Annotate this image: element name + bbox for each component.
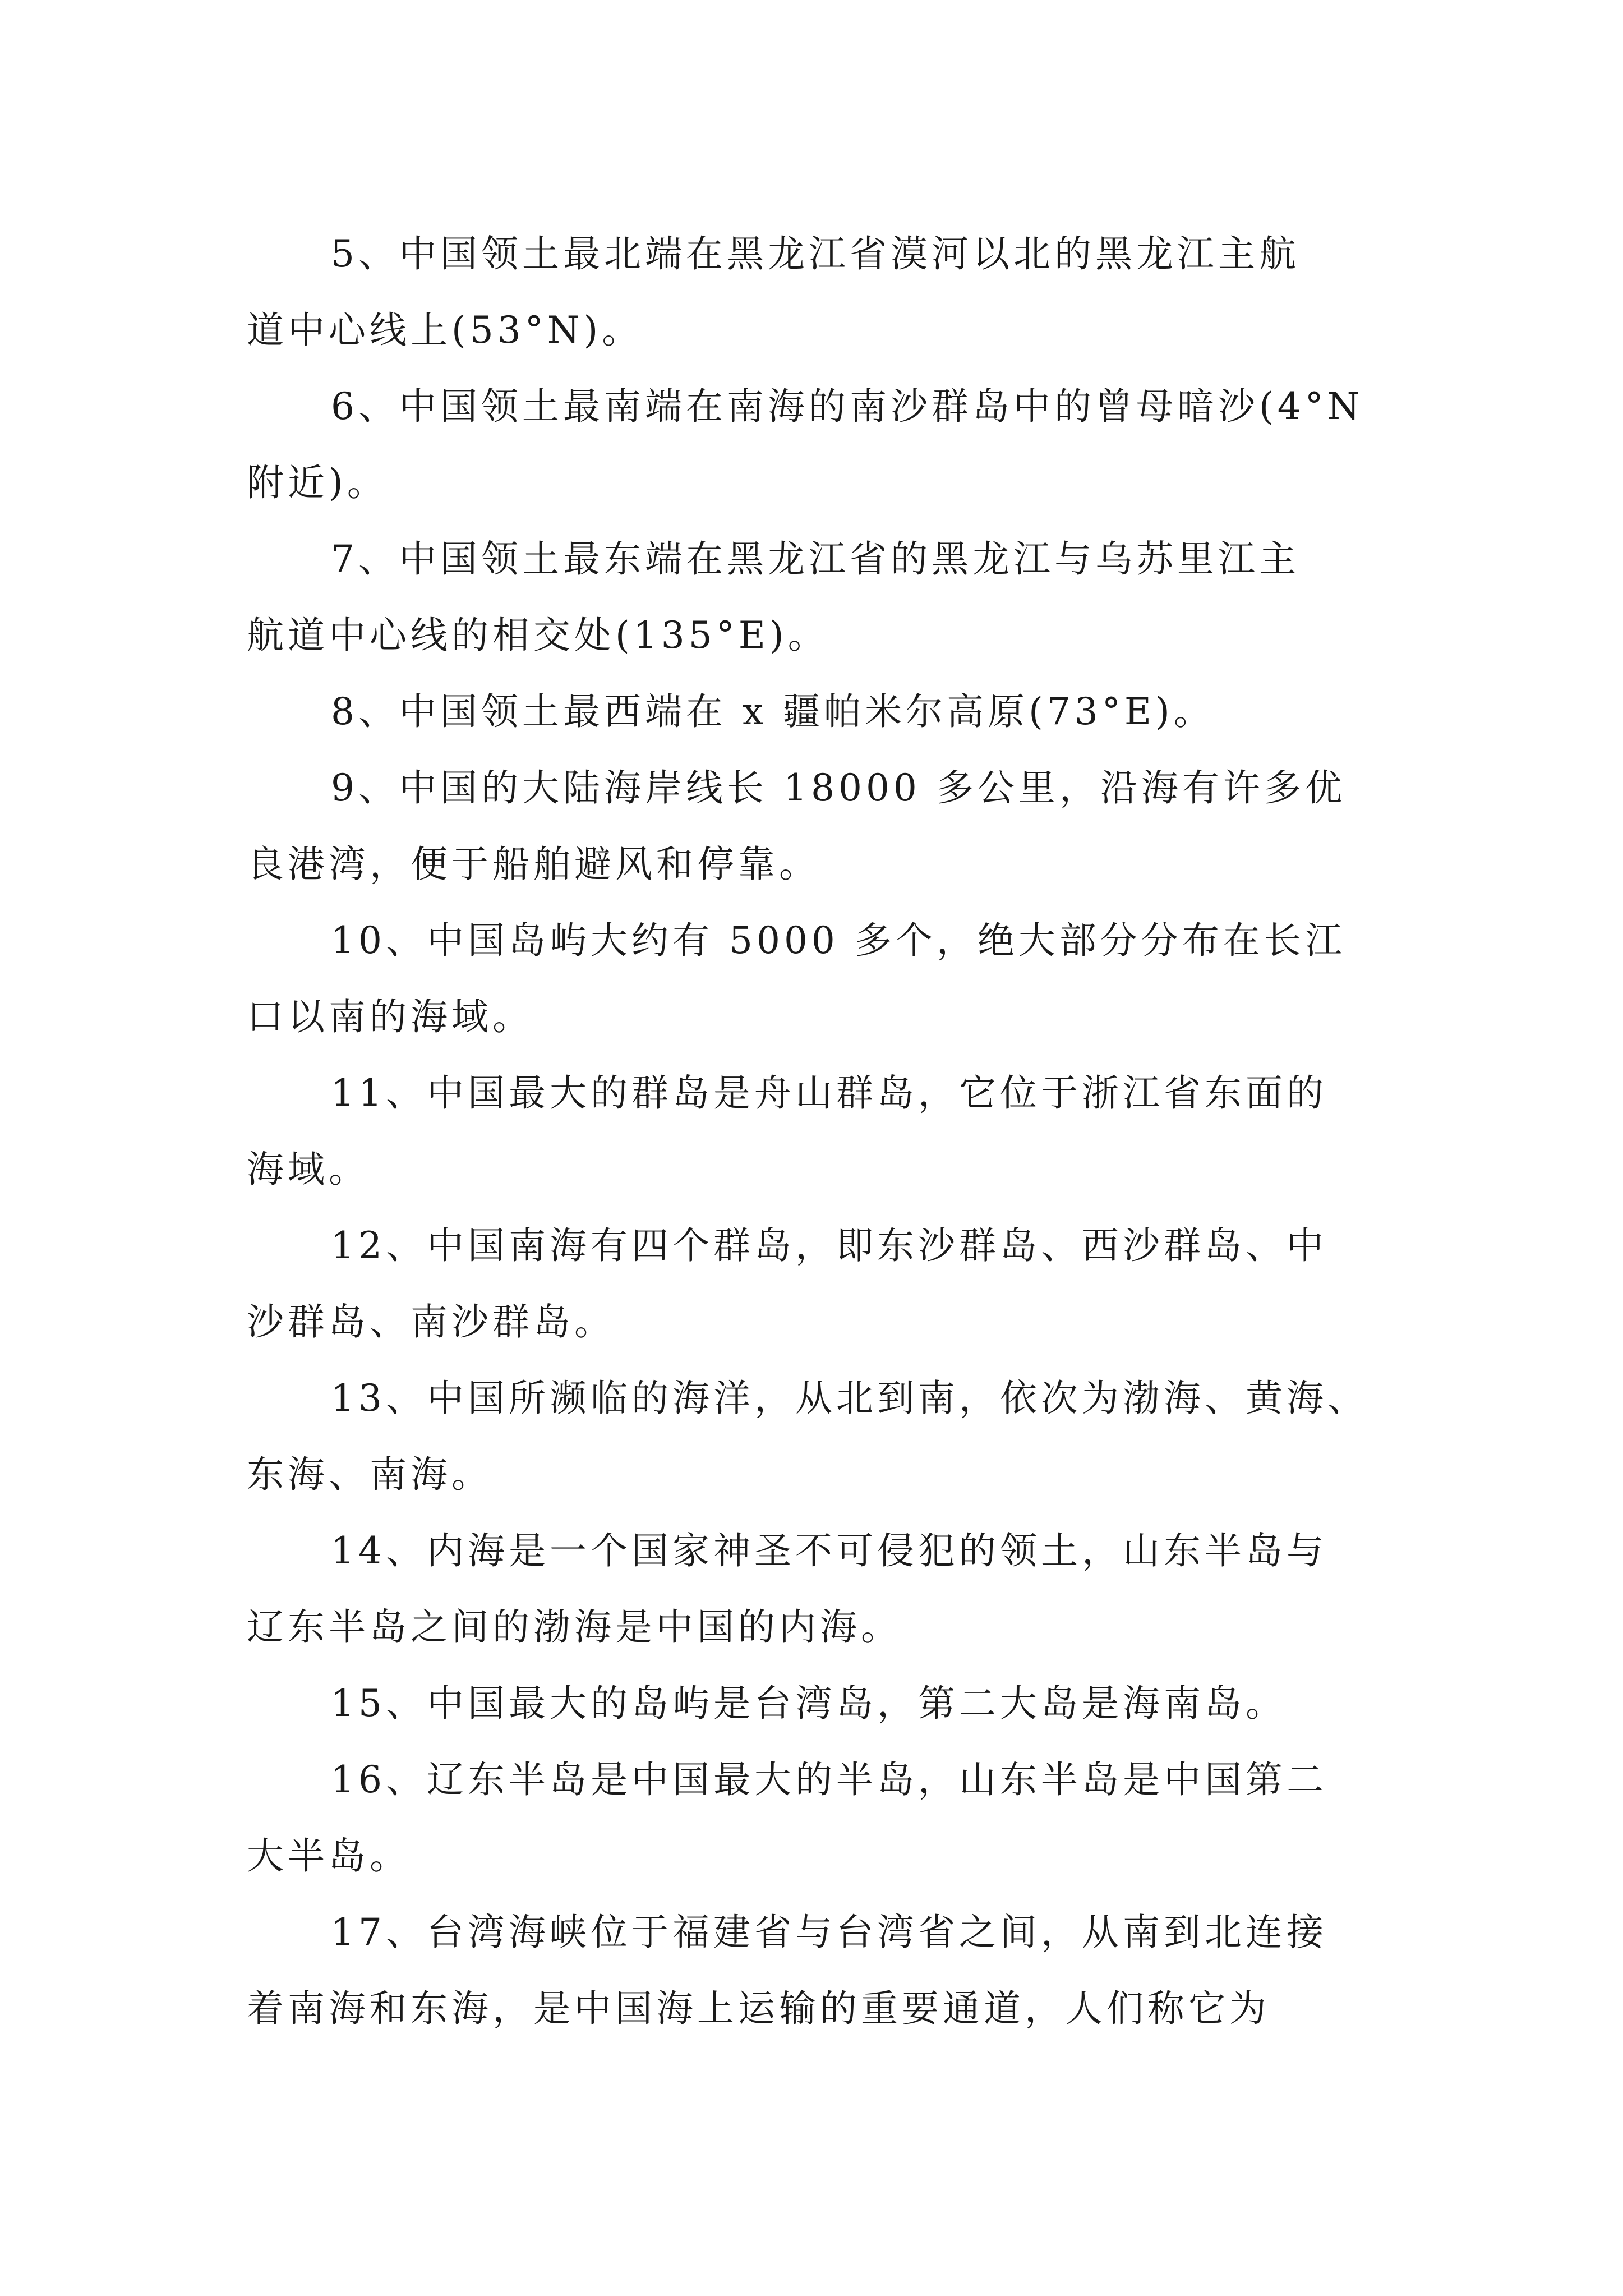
document-body xyxy=(247,216,1391,2047)
paragraph-line: 16、辽东半岛是中国最大的半岛，山东半岛是中国第二 xyxy=(331,1758,1327,1801)
paragraph-line: 口以南的海域。 xyxy=(247,995,533,1038)
paragraph-15 xyxy=(247,1665,1391,1742)
paragraph-9 xyxy=(247,750,1391,903)
paragraph-line: 5、中国领土最北端在黑龙江省漠河以北的黑龙江主航 xyxy=(331,232,1300,275)
paragraph-11 xyxy=(247,1055,1391,1208)
paragraph-8 xyxy=(247,674,1391,750)
paragraph-line: 道中心线上(53°N)。 xyxy=(247,309,643,352)
paragraph-line: 着南海和东海，是中国海上运输的重要通道，人们称它为 xyxy=(247,1987,1270,2030)
paragraph-13 xyxy=(247,1360,1391,1513)
paragraph-7 xyxy=(247,521,1391,674)
paragraph-line: 13、中国所濒临的海洋，从北到南，依次为渤海、黄海、 xyxy=(331,1377,1368,1420)
paragraph-line: 航道中心线的相交处(135°E)。 xyxy=(247,614,829,657)
paragraph-line: 6、中国领土最南端在南海的南沙群岛中的曾母暗沙(4°N xyxy=(331,385,1364,428)
paragraph-17 xyxy=(247,1894,1391,2047)
paragraph-12 xyxy=(247,1208,1391,1360)
paragraph-line: 14、内海是一个国家神圣不可侵犯的领土，山东半岛与 xyxy=(331,1529,1327,1572)
paragraph-line: 辽东半岛之间的渤海是中国的内海。 xyxy=(247,1605,902,1649)
paragraph-5 xyxy=(247,216,1391,369)
paragraph-line: 15、中国最大的岛屿是台湾岛，第二大岛是海南岛。 xyxy=(331,1682,1287,1725)
paragraph-6 xyxy=(247,369,1391,521)
paragraph-line: 17、台湾海峡位于福建省与台湾省之间，从南到北连接 xyxy=(331,1911,1327,1954)
paragraph-line: 12、中国南海有四个群岛，即东沙群岛、西沙群岛、中 xyxy=(331,1224,1327,1267)
paragraph-line: 附近)。 xyxy=(247,461,388,504)
paragraph-line: 7、中国领土最东端在黑龙江省的黑龙江与乌苏里江主 xyxy=(331,537,1300,581)
paragraph-line: 良港湾，便于船舶避风和停靠。 xyxy=(247,843,820,886)
paragraph-line: 8、中国领土最西端在 x 疆帕米尔高原(73°E)。 xyxy=(331,690,1215,733)
paragraph-line: 沙群岛、南沙群岛。 xyxy=(247,1300,615,1343)
paragraph-line: 东海、南海。 xyxy=(247,1453,492,1496)
paragraph-line: 海域。 xyxy=(247,1148,370,1191)
paragraph-line: 9、中国的大陆海岸线长 18000 多公里，沿海有许多优 xyxy=(331,766,1346,809)
paragraph-16 xyxy=(247,1742,1391,1894)
paragraph-line: 11、中国最大的群岛是舟山群岛，它位于浙江省东面的 xyxy=(331,1071,1327,1115)
paragraph-10 xyxy=(247,903,1391,1055)
paragraph-line: 10、中国岛屿大约有 5000 多个，绝大部分分布在长江 xyxy=(331,919,1346,962)
paragraph-14 xyxy=(247,1513,1391,1665)
paragraph-line: 大半岛。 xyxy=(247,1834,411,1878)
